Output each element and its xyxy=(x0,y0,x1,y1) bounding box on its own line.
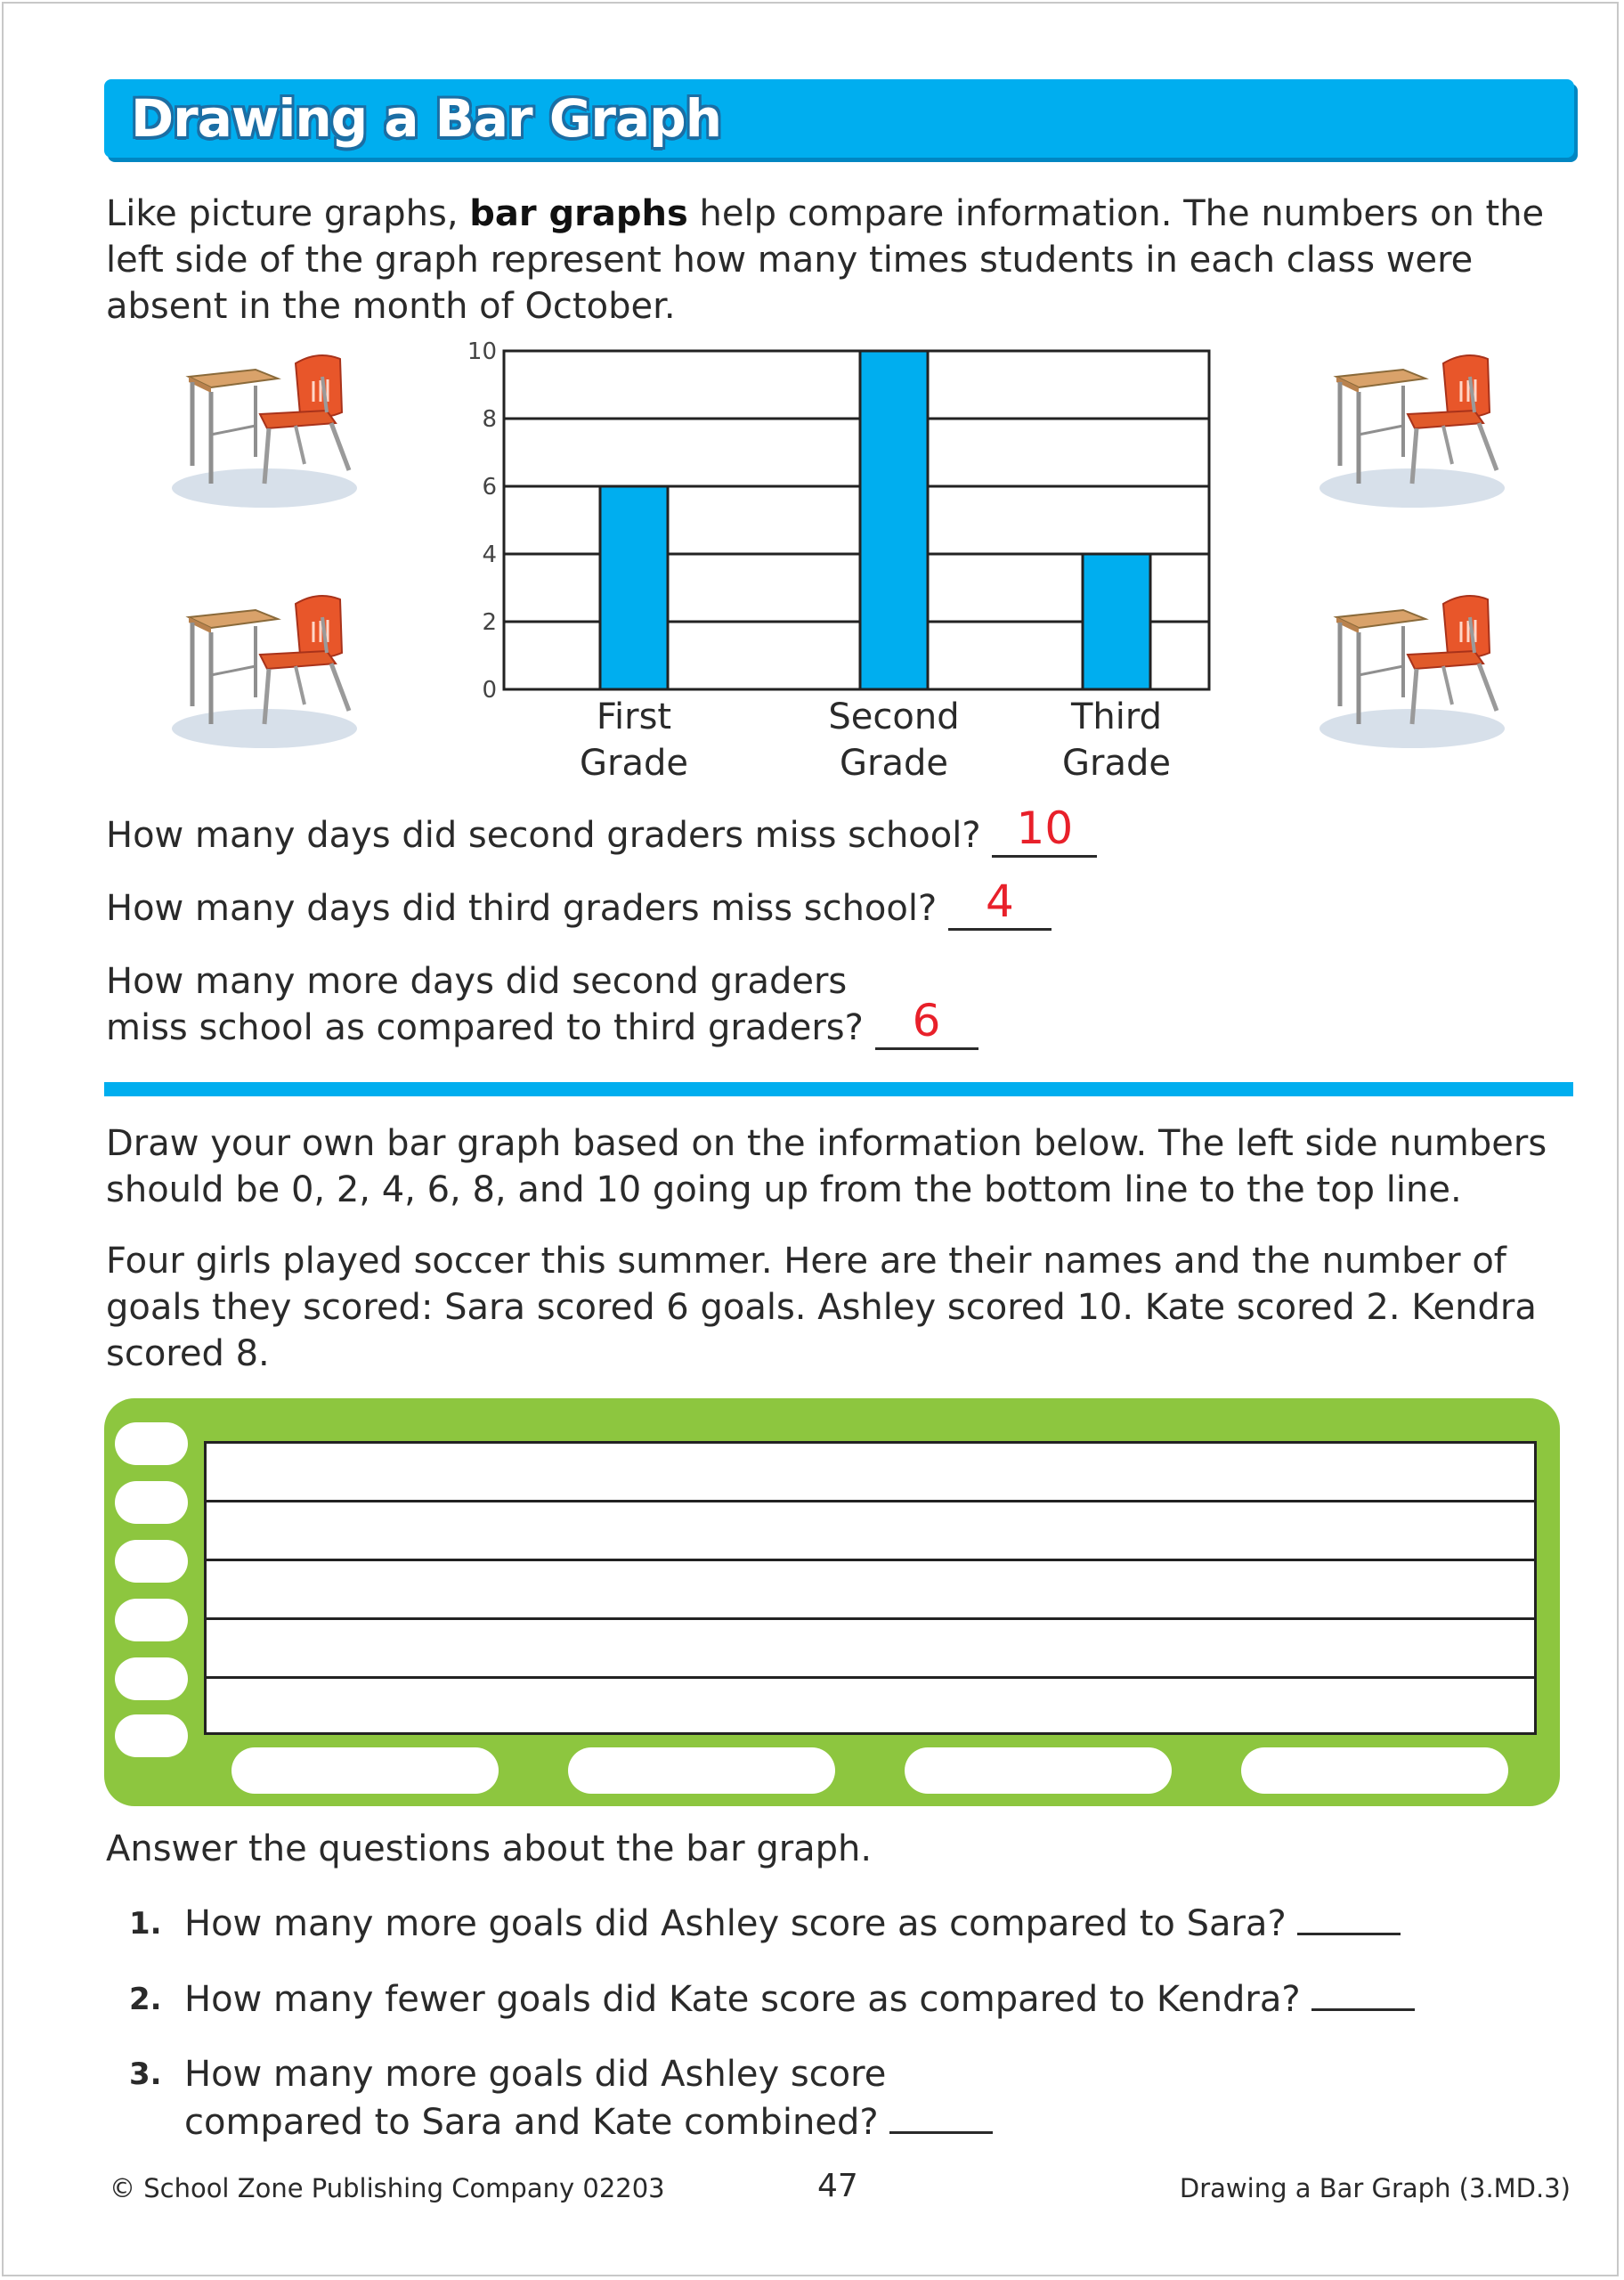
x-label-slot[interactable] xyxy=(905,1747,1172,1794)
numbered-question-3 xyxy=(129,2050,993,2146)
answer-blank[interactable] xyxy=(1297,1933,1401,1935)
question-text: How many fewer goals did Kate score as compared to Kendra? xyxy=(184,1979,1301,2020)
question-text-line2: compared to Sara and Kate combined? xyxy=(184,2102,879,2143)
desk-chair-illustration xyxy=(1319,590,1506,755)
grid-line xyxy=(207,1500,1534,1502)
x-label-slot[interactable] xyxy=(568,1747,835,1794)
chart-category-label: Grade xyxy=(580,743,688,784)
grid-line xyxy=(207,1617,1534,1620)
chart-ytick-label: 10 xyxy=(467,338,497,365)
chart-ytick-label: 0 xyxy=(482,677,497,704)
desk-chair-illustration xyxy=(171,590,358,755)
chart-bar xyxy=(860,351,928,689)
answer-blank[interactable] xyxy=(948,875,1052,931)
y-label-slot[interactable] xyxy=(115,1481,188,1524)
desk-chair-illustration xyxy=(1319,350,1506,515)
footer-topic: Drawing a Bar Graph (3.MD.3) xyxy=(1179,2173,1571,2203)
question-text-line2: miss school as compared to third graders? xyxy=(106,1007,864,1048)
question-number: 3. xyxy=(129,2056,162,2092)
numbered-question-1 xyxy=(129,1900,1401,1948)
y-label-slot[interactable] xyxy=(115,1714,188,1757)
answer-blank[interactable] xyxy=(875,995,978,1050)
blank-graph-board xyxy=(104,1398,1560,1806)
question-number: 1. xyxy=(129,1906,162,1942)
answer-prompt: Answer the questions about the bar graph. xyxy=(106,1828,873,1869)
y-label-slot[interactable] xyxy=(115,1657,188,1700)
page-number: 47 xyxy=(817,2168,858,2204)
answer-value: 4 xyxy=(986,875,1014,927)
x-label-slot[interactable] xyxy=(1241,1747,1508,1794)
desk-chair-illustration xyxy=(171,350,358,515)
chart-bar xyxy=(1083,554,1150,689)
grid-line xyxy=(207,1676,1534,1679)
y-label-slot[interactable] xyxy=(115,1540,188,1583)
answer-blank[interactable] xyxy=(889,2131,993,2134)
question-difference xyxy=(106,958,978,1051)
chart-category-label: Grade xyxy=(1062,743,1171,784)
question-text-line1: How many more days did second graders xyxy=(106,961,848,1002)
blank-graph-grid[interactable] xyxy=(204,1441,1537,1735)
question-third-graders xyxy=(106,875,1052,932)
intro-paragraph xyxy=(106,191,1584,330)
question-text-line1: How many more goals did Ashley score xyxy=(184,2054,887,2095)
footer-copyright: © School Zone Publishing Company 02203 xyxy=(110,2173,665,2203)
soccer-data-paragraph: Four girls played soccer this summer. Here are their names and the number of goals they scored: Sara scored 6 goals. Ashley scored 10. Kate scored 2. Kendra scored 8. xyxy=(106,1241,1537,1374)
section-divider xyxy=(104,1082,1573,1096)
intro-text-start: Like picture graphs, xyxy=(106,193,470,234)
intro-text-end: help compare information. The numbers on the left side of the graph represent how many times students in each class were absent in the month of October. xyxy=(106,193,1545,327)
question-text: How many days did third graders miss school? xyxy=(106,888,938,929)
chart-bar xyxy=(600,486,668,689)
answer-blank[interactable] xyxy=(992,802,1097,858)
question-text: How many days did second graders miss school? xyxy=(106,815,981,856)
intro-bold-term: bar graphs xyxy=(469,193,688,234)
numbered-question-2 xyxy=(129,1975,1415,2024)
chart-category-label: First xyxy=(596,696,672,737)
instructions-paragraph: Draw your own bar graph based on the information below. The left side numbers should be 0, 2, 4, 6, 8, and 10 going up from the bottom line to the top line. xyxy=(106,1123,1547,1210)
chart-category-label: Third xyxy=(1070,696,1163,737)
title-banner xyxy=(104,79,1574,158)
question-text: How many more goals did Ashley score as compared to Sara? xyxy=(184,1903,1287,1944)
y-label-slot[interactable] xyxy=(115,1422,188,1465)
absence-bar-chart xyxy=(454,330,1229,793)
x-label-slot[interactable] xyxy=(231,1747,499,1794)
chart-category-label: Grade xyxy=(840,743,948,784)
chart-category-label: Second xyxy=(828,696,960,737)
answer-blank[interactable] xyxy=(1311,2008,1415,2011)
grid-line xyxy=(207,1559,1534,1561)
answer-value: 6 xyxy=(912,995,941,1046)
page-title: Drawing a Bar Graph xyxy=(131,88,721,149)
chart-ytick-label: 8 xyxy=(482,406,497,433)
answer-value: 10 xyxy=(1016,802,1074,854)
chart-ytick-label: 2 xyxy=(482,609,497,636)
chart-ytick-label: 4 xyxy=(482,542,497,568)
y-label-slot[interactable] xyxy=(115,1599,188,1641)
question-second-graders xyxy=(106,802,1097,859)
question-number: 2. xyxy=(129,1982,162,2017)
chart-ytick-label: 6 xyxy=(482,474,497,501)
